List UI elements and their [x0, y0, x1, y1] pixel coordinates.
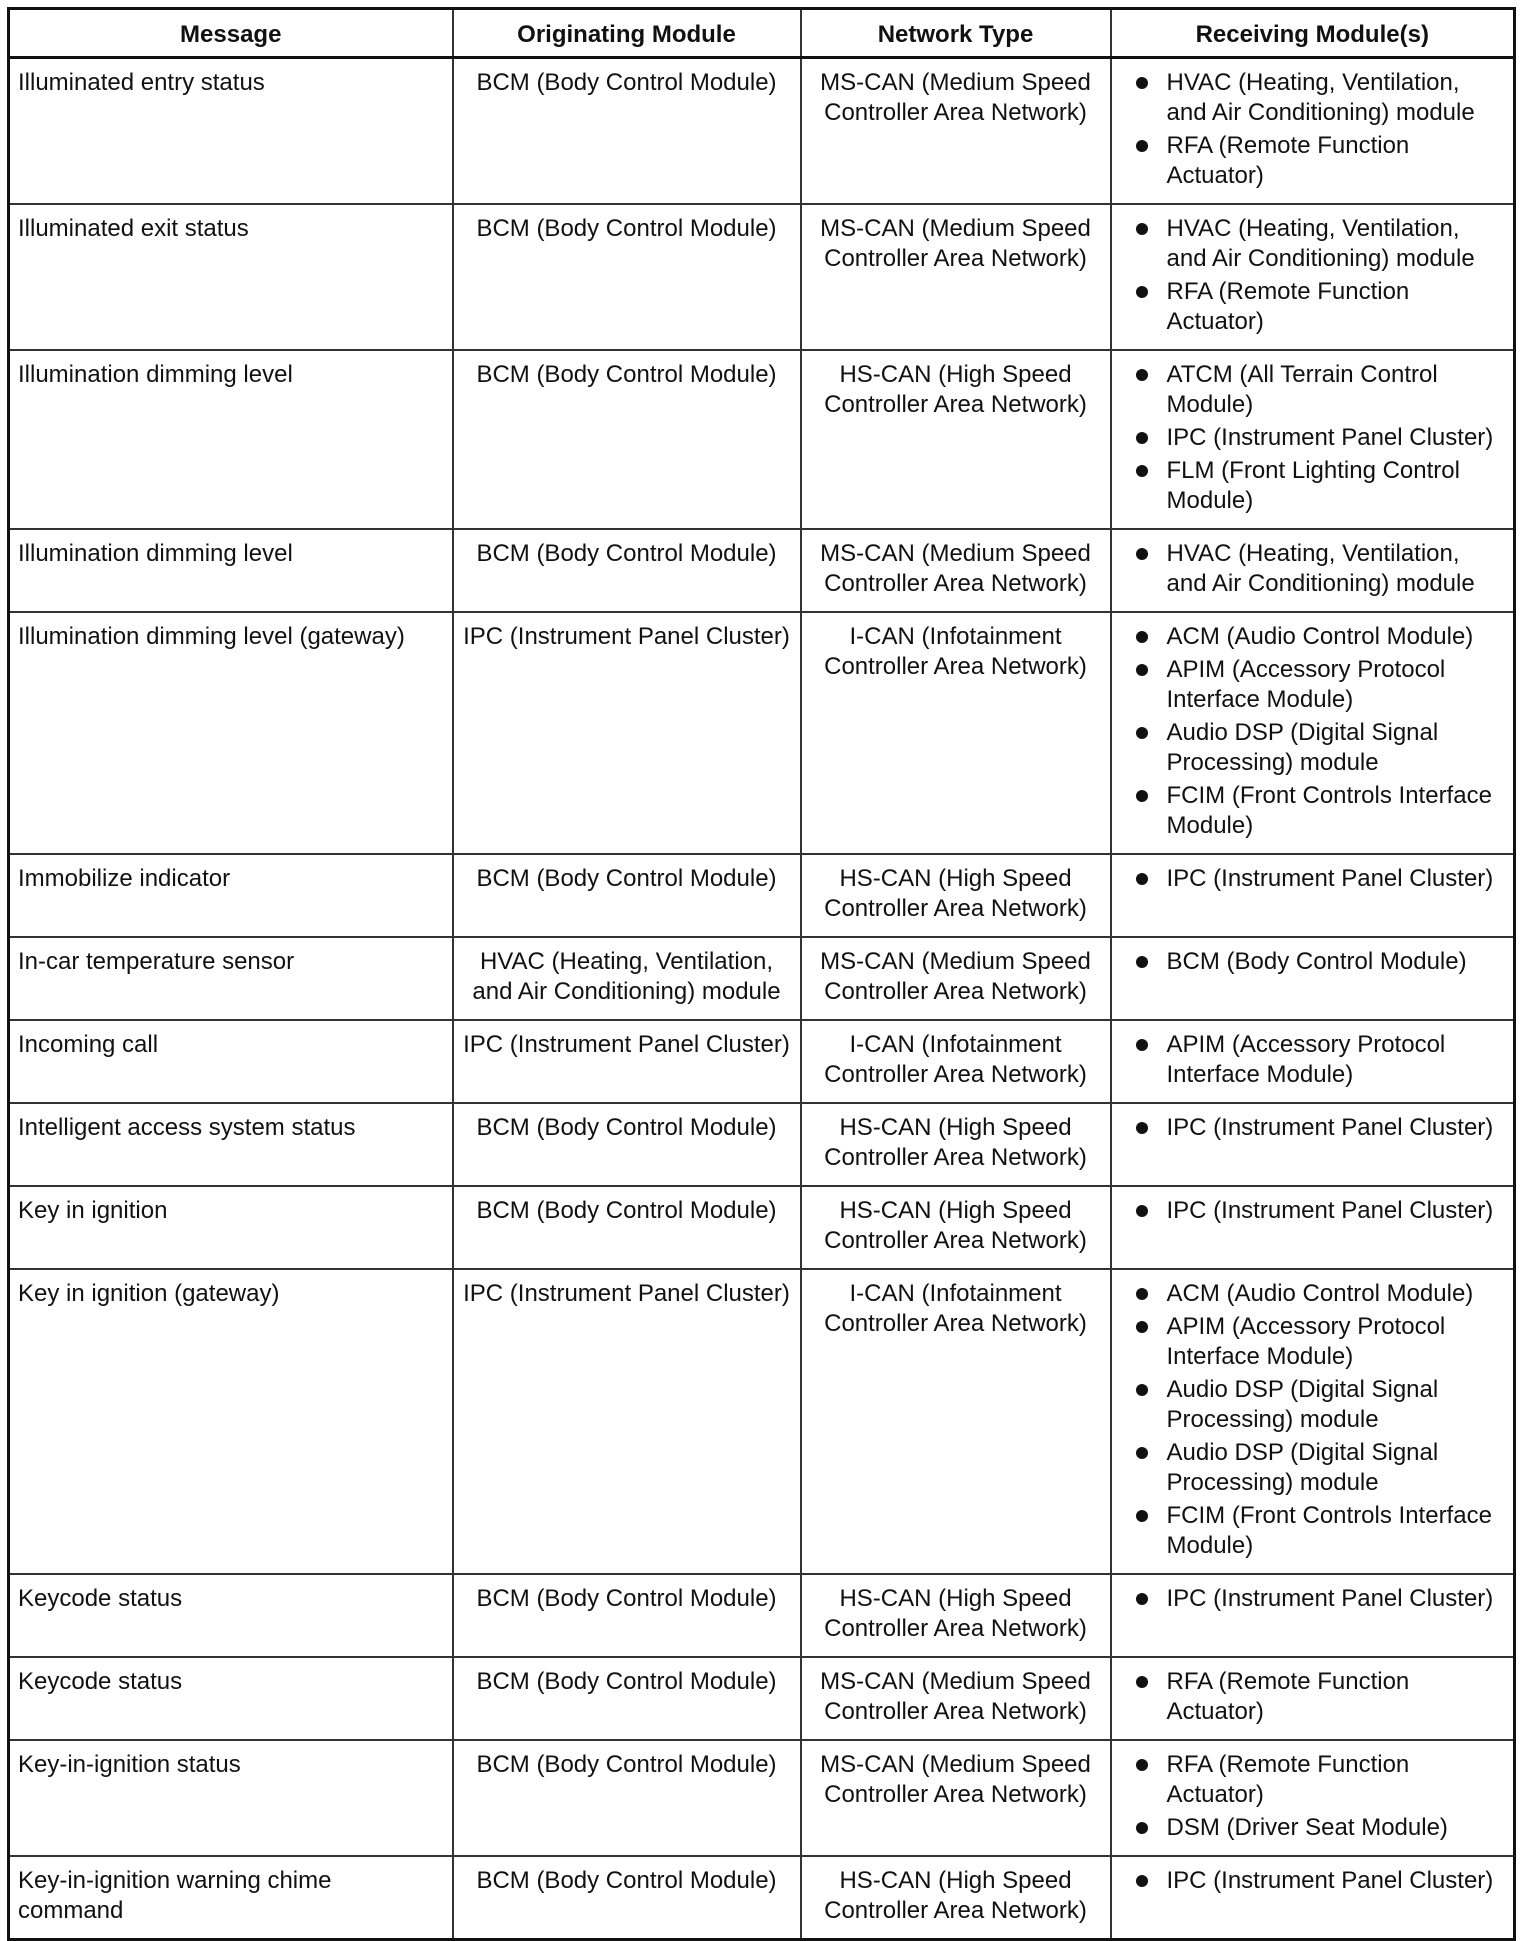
- header-receiving-modules: Receiving Module(s): [1111, 9, 1515, 58]
- bullet-icon: [1136, 1039, 1148, 1051]
- receiving-module-item: [1134, 277, 1506, 337]
- receiving-module-label: BCM (Body Control Module): [1166, 948, 1467, 975]
- receiving-module-item: [1134, 539, 1506, 599]
- originating-module-cell: BCM (Body Control Module): [453, 529, 801, 612]
- bullet-icon: [1136, 727, 1148, 739]
- bullet-icon: [1136, 1122, 1148, 1134]
- message-cell: Illumination dimming level: [9, 529, 453, 612]
- originating-module-cell: IPC (Instrument Panel Cluster): [453, 612, 801, 854]
- receiving-module-label: Audio DSP (Digital Signal Processing) module: [1166, 1376, 1439, 1433]
- bullet-icon: [1136, 1321, 1148, 1333]
- receiving-module-item: [1134, 1438, 1506, 1498]
- originating-module-cell: BCM (Body Control Module): [453, 1657, 801, 1740]
- originating-module-cell: BCM (Body Control Module): [453, 350, 801, 529]
- header-network-type: Network Type: [801, 9, 1111, 58]
- receiving-modules-list: [1134, 1866, 1506, 1896]
- network-type-cell: MS-CAN (Medium Speed Controller Area Network): [801, 1657, 1111, 1740]
- receiving-modules-cell: [1111, 1103, 1515, 1186]
- receiving-modules-cell: [1111, 1740, 1515, 1856]
- receiving-module-label: RFA (Remote Function Actuator): [1166, 278, 1410, 335]
- receiving-module-label: APIM (Accessory Protocol Interface Module): [1166, 656, 1446, 713]
- receiving-modules-cell: [1111, 58, 1515, 205]
- receiving-modules-cell: [1111, 854, 1515, 937]
- receiving-module-item: [1134, 1375, 1506, 1435]
- receiving-module-item: [1134, 864, 1506, 894]
- table-row: [9, 58, 1515, 205]
- receiving-modules-list: [1134, 360, 1506, 516]
- message-cell: Intelligent access system status: [9, 1103, 453, 1186]
- message-cell: Incoming call: [9, 1020, 453, 1103]
- receiving-modules-list: [1134, 214, 1506, 337]
- receiving-module-label: FLM (Front Lighting Control Module): [1166, 457, 1460, 514]
- receiving-module-item: [1134, 131, 1506, 191]
- receiving-module-label: Audio DSP (Digital Signal Processing) module: [1166, 719, 1439, 776]
- message-cell: Illumination dimming level (gateway): [9, 612, 453, 854]
- message-cell: Key-in-ignition warning chime command: [9, 1856, 453, 1940]
- receiving-module-label: DSM (Driver Seat Module): [1166, 1814, 1448, 1841]
- receiving-modules-list: [1134, 1584, 1506, 1614]
- originating-module-cell: IPC (Instrument Panel Cluster): [453, 1020, 801, 1103]
- receiving-module-item: [1134, 1312, 1506, 1372]
- header-message: Message: [9, 9, 453, 58]
- receiving-module-label: RFA (Remote Function Actuator): [1166, 132, 1410, 189]
- network-type-cell: MS-CAN (Medium Speed Controller Area Network): [801, 937, 1111, 1020]
- receiving-modules-list: [1134, 1196, 1506, 1226]
- receiving-module-label: RFA (Remote Function Actuator): [1166, 1751, 1410, 1808]
- message-cell: Illumination dimming level: [9, 350, 453, 529]
- receiving-module-label: IPC (Instrument Panel Cluster): [1166, 1114, 1494, 1141]
- receiving-module-label: ACM (Audio Control Module): [1166, 623, 1474, 650]
- table-row: [9, 1269, 1515, 1574]
- receiving-module-item: [1134, 360, 1506, 420]
- bullet-icon: [1136, 664, 1148, 676]
- message-cell: Keycode status: [9, 1657, 453, 1740]
- receiving-module-label: Audio DSP (Digital Signal Processing) module: [1166, 1439, 1439, 1496]
- receiving-module-item: [1134, 1750, 1506, 1810]
- bullet-icon: [1136, 1822, 1148, 1834]
- receiving-module-label: RFA (Remote Function Actuator): [1166, 1668, 1410, 1725]
- table-row: [9, 529, 1515, 612]
- originating-module-cell: BCM (Body Control Module): [453, 204, 801, 350]
- receiving-module-item: [1134, 622, 1506, 652]
- bullet-icon: [1136, 548, 1148, 560]
- table-row: [9, 204, 1515, 350]
- receiving-module-item: [1134, 1113, 1506, 1143]
- bullet-icon: [1136, 286, 1148, 298]
- network-type-cell: I-CAN (Infotainment Controller Area Network): [801, 1269, 1111, 1574]
- bullet-icon: [1136, 1384, 1148, 1396]
- originating-module-cell: BCM (Body Control Module): [453, 854, 801, 937]
- receiving-modules-list: [1134, 864, 1506, 894]
- receiving-module-item: [1134, 655, 1506, 715]
- message-cell: Keycode status: [9, 1574, 453, 1657]
- message-cell: Illuminated entry status: [9, 58, 453, 205]
- receiving-modules-cell: [1111, 1186, 1515, 1269]
- table-row: [9, 1186, 1515, 1269]
- table-row: [9, 1856, 1515, 1940]
- message-table-container: [7, 7, 1513, 1941]
- receiving-module-label: IPC (Instrument Panel Cluster): [1166, 1585, 1494, 1612]
- network-type-cell: MS-CAN (Medium Speed Controller Area Network): [801, 204, 1111, 350]
- bullet-icon: [1136, 1875, 1148, 1887]
- receiving-modules-cell: [1111, 1269, 1515, 1574]
- receiving-module-item: [1134, 1501, 1506, 1561]
- receiving-module-label: IPC (Instrument Panel Cluster): [1166, 1197, 1494, 1224]
- network-type-cell: HS-CAN (High Speed Controller Area Network): [801, 854, 1111, 937]
- receiving-module-item: [1134, 214, 1506, 274]
- network-type-cell: MS-CAN (Medium Speed Controller Area Network): [801, 1740, 1111, 1856]
- table-row: [9, 854, 1515, 937]
- network-type-cell: MS-CAN (Medium Speed Controller Area Network): [801, 58, 1111, 205]
- receiving-modules-list: [1134, 622, 1506, 841]
- message-cell: Illuminated exit status: [9, 204, 453, 350]
- receiving-modules-list: [1134, 1279, 1506, 1561]
- receiving-module-label: FCIM (Front Controls Interface Module): [1166, 1502, 1492, 1559]
- receiving-module-label: HVAC (Heating, Ventilation, and Air Conditioning) module: [1166, 215, 1475, 272]
- bullet-icon: [1136, 873, 1148, 885]
- table-row: [9, 1574, 1515, 1657]
- receiving-modules-cell: [1111, 612, 1515, 854]
- receiving-module-item: [1134, 456, 1506, 516]
- receiving-module-label: HVAC (Heating, Ventilation, and Air Conditioning) module: [1166, 540, 1475, 597]
- receiving-module-item: [1134, 781, 1506, 841]
- receiving-modules-list: [1134, 1113, 1506, 1143]
- receiving-modules-list: [1134, 68, 1506, 191]
- receiving-module-item: [1134, 1196, 1506, 1226]
- receiving-module-label: ACM (Audio Control Module): [1166, 1280, 1474, 1307]
- message-cell: Key-in-ignition status: [9, 1740, 453, 1856]
- table-row: [9, 1103, 1515, 1186]
- bullet-icon: [1136, 1447, 1148, 1459]
- bullet-icon: [1136, 1759, 1148, 1771]
- bullet-icon: [1136, 432, 1148, 444]
- receiving-modules-list: [1134, 1030, 1506, 1090]
- header-originating-module: Originating Module: [453, 9, 801, 58]
- network-type-cell: HS-CAN (High Speed Controller Area Network): [801, 1186, 1111, 1269]
- header-row: [9, 9, 1515, 58]
- originating-module-cell: BCM (Body Control Module): [453, 1574, 801, 1657]
- receiving-module-label: APIM (Accessory Protocol Interface Module): [1166, 1031, 1446, 1088]
- network-type-cell: I-CAN (Infotainment Controller Area Network): [801, 1020, 1111, 1103]
- receiving-module-label: IPC (Instrument Panel Cluster): [1166, 424, 1494, 451]
- bullet-icon: [1136, 1593, 1148, 1605]
- originating-module-cell: BCM (Body Control Module): [453, 1856, 801, 1940]
- originating-module-cell: BCM (Body Control Module): [453, 1186, 801, 1269]
- table-row: [9, 612, 1515, 854]
- bullet-icon: [1136, 140, 1148, 152]
- receiving-modules-cell: [1111, 1574, 1515, 1657]
- receiving-module-label: APIM (Accessory Protocol Interface Module): [1166, 1313, 1446, 1370]
- message-table: [7, 7, 1516, 1941]
- message-cell: Key in ignition: [9, 1186, 453, 1269]
- originating-module-cell: BCM (Body Control Module): [453, 58, 801, 205]
- receiving-modules-cell: [1111, 529, 1515, 612]
- table-row: [9, 1657, 1515, 1740]
- receiving-module-item: [1134, 1279, 1506, 1309]
- receiving-module-label: IPC (Instrument Panel Cluster): [1166, 865, 1494, 892]
- receiving-module-label: FCIM (Front Controls Interface Module): [1166, 782, 1492, 839]
- network-type-cell: HS-CAN (High Speed Controller Area Network): [801, 350, 1111, 529]
- receiving-modules-cell: [1111, 350, 1515, 529]
- originating-module-cell: IPC (Instrument Panel Cluster): [453, 1269, 801, 1574]
- network-type-cell: HS-CAN (High Speed Controller Area Network): [801, 1103, 1111, 1186]
- receiving-modules-cell: [1111, 937, 1515, 1020]
- bullet-icon: [1136, 223, 1148, 235]
- bullet-icon: [1136, 1676, 1148, 1688]
- receiving-modules-list: [1134, 1750, 1506, 1843]
- message-cell: Key in ignition (gateway): [9, 1269, 453, 1574]
- receiving-modules-list: [1134, 1667, 1506, 1727]
- table-row: [9, 1740, 1515, 1856]
- message-cell: Immobilize indicator: [9, 854, 453, 937]
- bullet-icon: [1136, 1510, 1148, 1522]
- receiving-module-item: [1134, 1813, 1506, 1843]
- receiving-modules-cell: [1111, 204, 1515, 350]
- originating-module-cell: BCM (Body Control Module): [453, 1103, 801, 1186]
- bullet-icon: [1136, 956, 1148, 968]
- network-type-cell: I-CAN (Infotainment Controller Area Network): [801, 612, 1111, 854]
- table-row: [9, 937, 1515, 1020]
- receiving-modules-cell: [1111, 1020, 1515, 1103]
- receiving-module-item: [1134, 947, 1506, 977]
- bullet-icon: [1136, 1288, 1148, 1300]
- bullet-icon: [1136, 369, 1148, 381]
- bullet-icon: [1136, 790, 1148, 802]
- network-type-cell: HS-CAN (High Speed Controller Area Network): [801, 1574, 1111, 1657]
- receiving-module-item: [1134, 1030, 1506, 1090]
- originating-module-cell: HVAC (Heating, Ventilation, and Air Conditioning) module: [453, 937, 801, 1020]
- receiving-module-label: HVAC (Heating, Ventilation, and Air Conditioning) module: [1166, 69, 1475, 126]
- originating-module-cell: BCM (Body Control Module): [453, 1740, 801, 1856]
- receiving-module-item: [1134, 1667, 1506, 1727]
- table-row: [9, 1020, 1515, 1103]
- table-body: [9, 58, 1515, 1940]
- table-row: [9, 350, 1515, 529]
- bullet-icon: [1136, 1205, 1148, 1217]
- receiving-module-item: [1134, 423, 1506, 453]
- receiving-modules-list: [1134, 539, 1506, 599]
- receiving-modules-list: [1134, 947, 1506, 977]
- receiving-modules-cell: [1111, 1856, 1515, 1940]
- bullet-icon: [1136, 77, 1148, 89]
- message-cell: In-car temperature sensor: [9, 937, 453, 1020]
- network-type-cell: HS-CAN (High Speed Controller Area Network): [801, 1856, 1111, 1940]
- receiving-modules-cell: [1111, 1657, 1515, 1740]
- receiving-module-label: ATCM (All Terrain Control Module): [1166, 361, 1438, 418]
- receiving-module-item: [1134, 1866, 1506, 1896]
- receiving-module-item: [1134, 1584, 1506, 1614]
- bullet-icon: [1136, 465, 1148, 477]
- network-type-cell: MS-CAN (Medium Speed Controller Area Network): [801, 529, 1111, 612]
- receiving-module-item: [1134, 718, 1506, 778]
- receiving-module-item: [1134, 68, 1506, 128]
- receiving-module-label: IPC (Instrument Panel Cluster): [1166, 1867, 1494, 1894]
- bullet-icon: [1136, 631, 1148, 643]
